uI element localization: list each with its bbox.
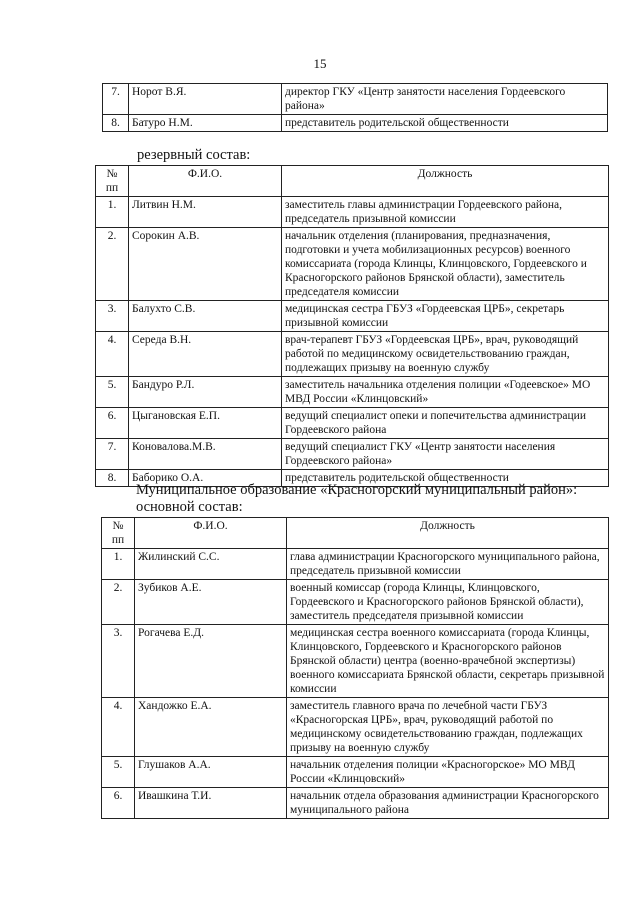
row-position: представитель родительской общественности xyxy=(282,115,608,132)
table-row xyxy=(102,788,609,819)
header-number: № пп xyxy=(102,518,135,549)
row-number: 1. xyxy=(96,197,129,228)
row-position: заместитель начальника отделения полиции «Годеевское» МО МВД России «Клинцовский» xyxy=(282,377,609,408)
table-top xyxy=(102,83,608,132)
table-row xyxy=(102,698,609,757)
page-number: 15 xyxy=(313,56,327,71)
row-number: 6. xyxy=(96,408,129,439)
table-row xyxy=(96,228,609,301)
table-header-row xyxy=(96,166,609,197)
row-name: Рогачева Е.Д. xyxy=(135,625,287,698)
header-name: Ф.И.О. xyxy=(135,518,287,549)
row-number: 2. xyxy=(102,580,135,625)
row-number: 4. xyxy=(96,332,129,377)
main-heading: основной состав: xyxy=(136,499,243,515)
row-number: 2. xyxy=(96,228,129,301)
row-name: Ивашкина Т.И. xyxy=(135,788,287,819)
row-name: Середа В.Н. xyxy=(129,332,282,377)
header-number: № пп xyxy=(96,166,129,197)
row-position: врач-терапевт ГБУЗ «Гордеевская ЦРБ», врач, руководящий работой по медицинскому освидетельствованию граждан, подлежащих призыву на военную службу xyxy=(282,332,609,377)
row-number: 3. xyxy=(96,301,129,332)
table-row xyxy=(102,549,609,580)
row-position: начальник отделения полиции «Красногорское» МО МВД России «Клинцовский» xyxy=(287,757,609,788)
row-position: представитель родительской общественности xyxy=(282,470,609,487)
row-name: Сорокин А.В. xyxy=(129,228,282,301)
row-name: Жилинский С.С. xyxy=(135,549,287,580)
row-position: директор ГКУ «Центр занятости населения Гордеевского района» xyxy=(282,84,608,115)
header-position: Должность xyxy=(287,518,609,549)
row-number: 6. xyxy=(102,788,135,819)
table-row xyxy=(102,757,609,788)
row-number: 8. xyxy=(96,470,129,487)
row-position: медицинская сестра ГБУЗ «Гордеевская ЦРБ», секретарь призывной комиссии xyxy=(282,301,609,332)
row-name: Зубиков А.Е. xyxy=(135,580,287,625)
row-position: военный комиссар (города Клинцы, Клинцовского, Гордеевского и Красногорского районов Брянской области), заместитель председателя призывной комиссии xyxy=(287,580,609,625)
table-row xyxy=(102,625,609,698)
table-reserve xyxy=(95,165,609,487)
row-name: Хандожко Е.А. xyxy=(135,698,287,757)
row-position: глава администрации Красногорского муниципального района, председатель призывной комиссии xyxy=(287,549,609,580)
row-number: 4. xyxy=(102,698,135,757)
table-row xyxy=(102,580,609,625)
row-name: Бандуро Р.Л. xyxy=(129,377,282,408)
row-position: ведущий специалист опеки и попечительства администрации Гордеевского района xyxy=(282,408,609,439)
row-position: заместитель главного врача по лечебной части ГБУЗ «Красногорская ЦРБ», врач, руководящий работой по медицинскому освидетельствованию граждан, подлежащих призыву на военную службу xyxy=(287,698,609,757)
row-position: ведущий специалист ГКУ «Центр занятости населения Гордеевского района» xyxy=(282,439,609,470)
row-number: 5. xyxy=(96,377,129,408)
table-main xyxy=(101,517,609,819)
row-name: Батуро Н.М. xyxy=(129,115,282,132)
table-row xyxy=(103,84,608,115)
table-row xyxy=(96,197,609,228)
row-name: Коновалова.М.В. xyxy=(129,439,282,470)
table-header-row xyxy=(102,518,609,549)
table-row xyxy=(103,115,608,132)
row-name: Цыгановская Е.П. xyxy=(129,408,282,439)
row-number: 8. xyxy=(103,115,129,132)
table-row xyxy=(96,332,609,377)
table-row xyxy=(96,408,609,439)
row-number: 5. xyxy=(102,757,135,788)
row-position: медицинская сестра военного комиссариата (города Клинцы, Клинцовского, Гордеевского и Красногорского районов Брянской области) центра (военно-врачебной экспертизы) военного комиссариата Брянской области, секретарь призывной комиссии xyxy=(287,625,609,698)
table-row xyxy=(96,377,609,408)
row-name: Баборико О.А. xyxy=(129,470,282,487)
row-position: начальник отдела образования администрации Красногорского муниципального района xyxy=(287,788,609,819)
row-number: 7. xyxy=(96,439,129,470)
reserve-heading: резервный состав: xyxy=(137,147,251,163)
row-number: 1. xyxy=(102,549,135,580)
header-position: Должность xyxy=(282,166,609,197)
row-name: Литвин Н.М. xyxy=(129,197,282,228)
row-position: начальник отделения (планирования, предназначения, подготовки и учета мобилизационных ресурсов) военного комиссариата (города Клинцы, Клинцовского, Гордеевского и Красногорского районов Брянской области), заместитель председателя комиссии xyxy=(282,228,609,301)
municipal-heading: Муниципальное образование «Красногорский муниципальный район»: xyxy=(136,482,578,498)
row-number: 3. xyxy=(102,625,135,698)
table-row xyxy=(96,439,609,470)
table-row xyxy=(96,301,609,332)
row-number: 7. xyxy=(103,84,129,115)
row-name: Глушаков А.А. xyxy=(135,757,287,788)
header-name: Ф.И.О. xyxy=(129,166,282,197)
row-name: Балухто С.В. xyxy=(129,301,282,332)
row-position: заместитель главы администрации Гордеевского района, председатель призывной комиссии xyxy=(282,197,609,228)
row-name: Норот В.Я. xyxy=(129,84,282,115)
